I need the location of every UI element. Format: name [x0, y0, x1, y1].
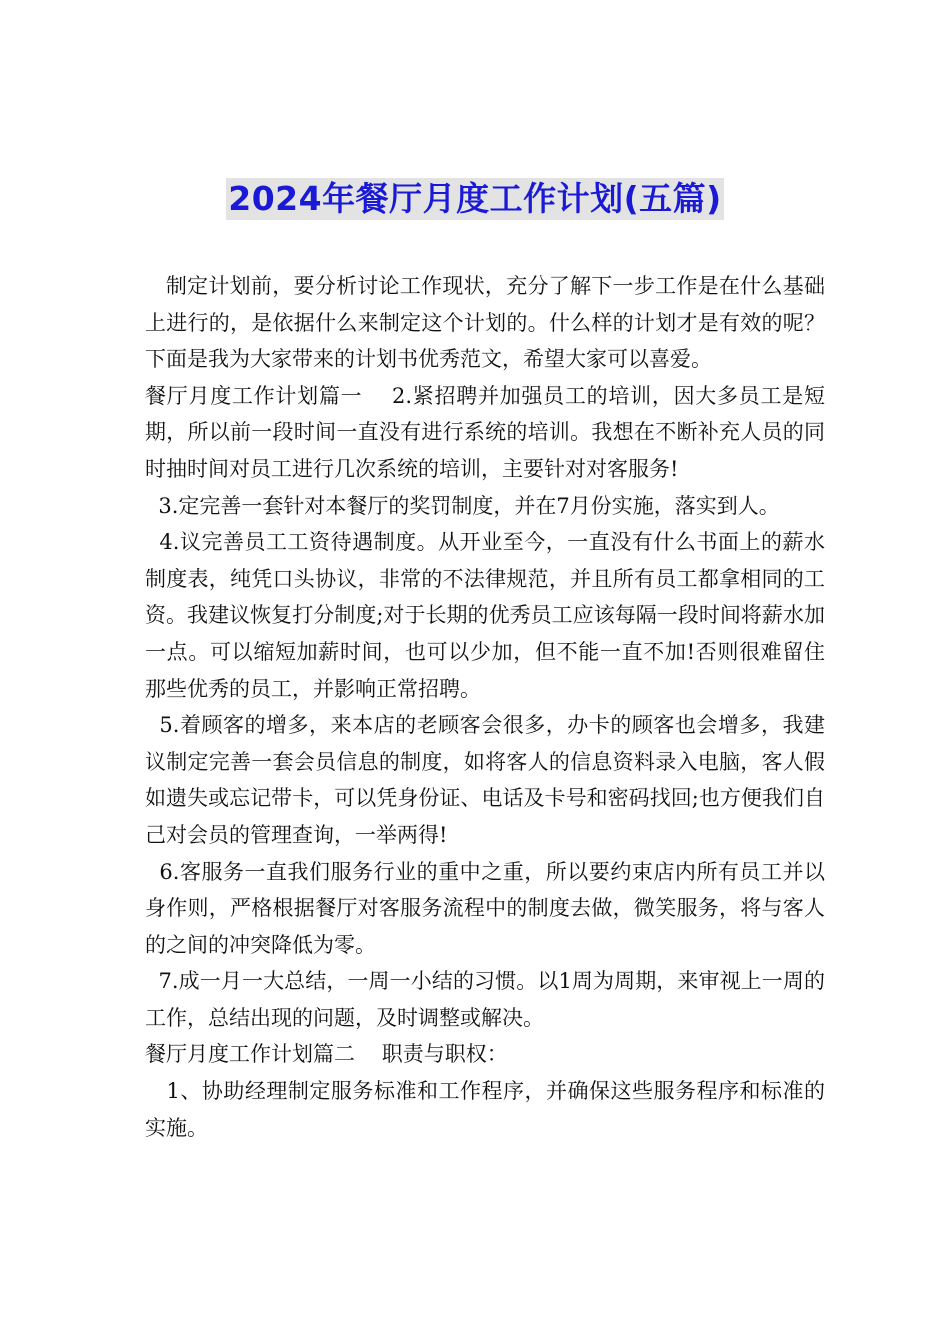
paragraph-intro: 制定计划前，要分析讨论工作现状，充分了解下一步工作是在什么基础上进行的，是依据什么来制定这个计划的。什么样的计划才是有效的呢？下面是我为大家带来的计划书优秀范文，希望大家可以喜爱。: [145, 274, 825, 372]
paragraph-plan-one: 餐厅月度工作计划篇一 2.紧招聘并加强员工的培训，因大多员工是短期，所以前一段时间一直没有进行系统的培训。我想在不断补充人员的同时抽时间对员工进行几次系统的培训，主要针对对客服务!: [145, 383, 825, 481]
paragraph-item-4: 4.议完善员工工资待遇制度。从开业至今，一直没有什么书面上的薪水制度表，纯凭口头协议，非常的不法律规范，并且所有员工都拿相同的工资。我建议恢复打分制度;对于长期的优秀员工应该每隔一段时间将薪水加一点。可以缩短加薪时间，也可以少加，但不能一直不加!否则很难留住那些优秀的员工，并影响正常招聘。: [145, 530, 825, 701]
paragraph-item-6: 6.客服务一直我们服务行业的重中之重，所以要约束店内所有员工并以身作则，严格根据餐厅对客服务流程中的制度去做，微笑服务，将与客人的之间的冲突降低为零。: [145, 859, 825, 957]
paragraph-duty-1: 1、协助经理制定服务标准和工作程序，并确保这些服务程序和标准的实施。: [145, 1079, 826, 1140]
document-body: [145, 268, 825, 1146]
paragraph-item-3: 3.定完善一套针对本餐厅的奖罚制度，并在7月份实施，落实到人。: [145, 493, 780, 518]
document-title: 2024年餐厅月度工作计划(五篇): [228, 179, 722, 218]
paragraph-item-5: 5.着顾客的增多，来本店的老顾客会很多，办卡的顾客也会增多，我建议制定完善一套会员信息的制度，如将客人的信息资料录入电脑，客人假如遗失或忘记带卡，可以凭身份证、电话及卡号和密码找回;也方便我们自己对会员的管理查询，一举两得!: [145, 713, 825, 847]
paragraph-item-7: 7.成一月一大总结，一周一小结的习惯。以1周为周期，来审视上一周的工作，总结出现的问题，及时调整或解决。: [145, 969, 825, 1030]
paragraph-plan-two: 餐厅月度工作计划篇二 职责与职权：: [145, 1042, 508, 1067]
title-container: [0, 178, 950, 220]
